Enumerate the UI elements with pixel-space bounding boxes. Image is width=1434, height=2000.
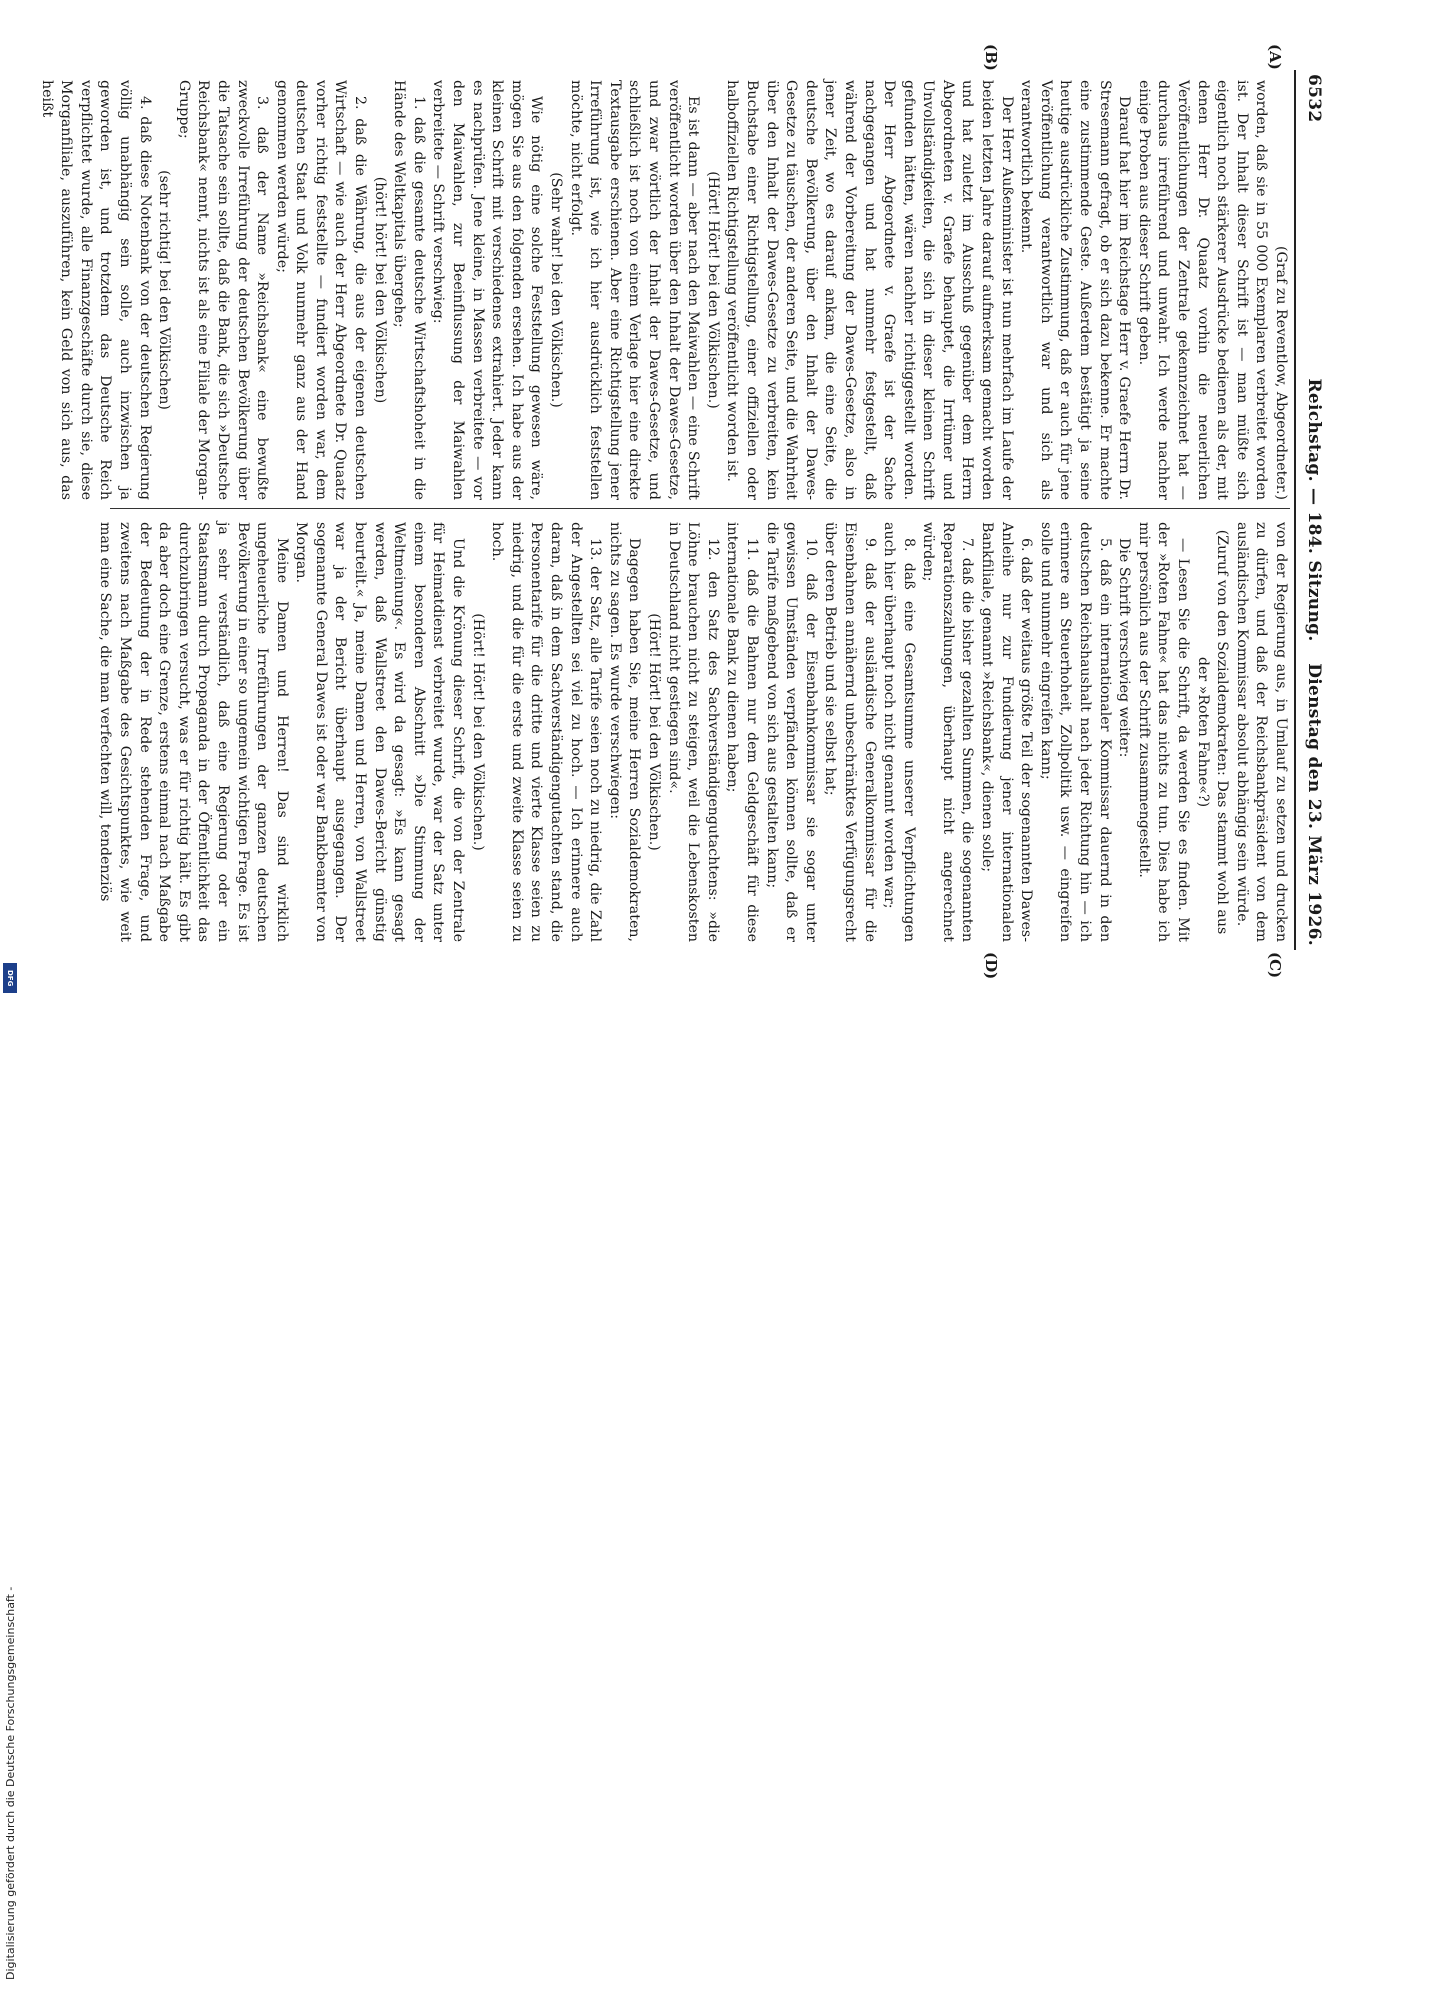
- paragraph: Darauf hat hier im Reichstage Herr v. Graefe Herrn Dr. Stresemann gefragt, ob er sich dazu bekenne. Er machte eine zustimmende Geste. Außerdem bestätigt ja seine heutige ausdrückliche Zustimmung, daß er auch für jene Veröffentlichung verantwortlich war und sich als verantwortlich bekennt.: [1018, 80, 1133, 500]
- paragraph: 12. den Satz des Sachverständigengutachtens: »die Löhne brauchen nicht zu steigen, weil die Lebenskosten in Deutschland nicht gestiegen sind«.: [665, 522, 721, 942]
- paragraph: Wie nötig eine solche Feststellung gewesen wäre, mögen Sie aus den folgenden ersehen. Ich habe aus der kleinen Schrift mit verschiedenes extrahiert. Jeder kann es nachprüfen. Jene kleine, in Massen verbreitete — vor den Maiwahlen, zur Beeinflussung der Maiwahlen verbreitete — Schrift verschwieg:: [430, 80, 545, 500]
- paragraph: (sehr richtig! bei den Völkischen): [156, 170, 173, 410]
- paragraph: 11. daß die Bahnen nur dem Geldgeschäft für diese internationale Bank zu dienen haben;: [724, 522, 760, 942]
- paragraph: (hört! hört! bei den Völkischen): [371, 176, 388, 404]
- document-page: [38, 44, 1330, 980]
- paragraph: 8. daß eine Gesamtsumme unserer Verpflichtungen auch hier überhaupt noch nicht genannt worden war;: [881, 522, 917, 942]
- page-header: [1296, 70, 1330, 950]
- paragraph: 1. daß die gesamte deutsche Wirtschaftshoheit in die Hände des Weltkapitals übergehe;: [391, 80, 427, 500]
- column-divider: [110, 508, 1290, 509]
- page-number: 6532: [1304, 74, 1324, 123]
- paragraph: Der Herr Außenminister ist nun mehrfach im Laufe der beiden letzten Jahre darauf aufmerksam gemacht worden und hat zuletzt im Ausschuß gegenüber dem Herrn Abgeordneten v. Graefe behauptet, die Irrtümer und Unvollständigkeiten, die sich in dieser kleinen Schrift gefunden hätten, wären nachher richtiggestellt worden. Der Herr Abgeordnete v. Graefe ist der Sache nachgegangen und hat nunmehr festgestellt, daß während der Vorbereitung der Dawes-Gesetze, also in jener Zeit, wo es darauf ankam, die eine Seite, die deutsche Bevölkerung, über den Inhalt der Dawes-Gesetze zu täuschen, der anderen Seite, und die Wahrheit über den Inhalt der Dawes-Gesetze zu verbreiten, kein Buchstabe einer Richtigstellung, einer offiziellen oder halboffiziellen Richtigstellung veröffentlicht worden ist.: [724, 80, 1015, 500]
- digitization-footer: [4, 1000, 24, 2000]
- paragraph: Die Schrift verschwieg weiter:: [1116, 538, 1133, 758]
- left-column: [38, 80, 1290, 500]
- paragraph: (Hört! Hört! bei den Völkischen.): [704, 171, 721, 409]
- margin-marker-d: (D): [982, 952, 1000, 980]
- session-date: Dienstag den 23. März 1926.: [1304, 663, 1324, 946]
- paragraph: (Graf zu Reventlow, Abgeordneter.): [1273, 246, 1289, 500]
- paragraph: Dagegen haben Sie, meine Herren Sozialdemokraten, nichts zu sagen. Es wurde verschwiegen:: [606, 522, 643, 942]
- paragraph: 5. daß ein internationaler Kommissar dauernd in den deutschen Reichshaushalt nach jeder Richtung hin — ich erinnere an Steuerhoheit, Zollpolitik usw. — eingreifen solle und nunmehr eingreifen kann;: [1037, 522, 1113, 942]
- header-rule: [1294, 70, 1296, 950]
- paragraph: Es ist dann — aber nach den Maiwahlen — eine Schrift veröffentlicht worden über den Inhalt der Dawes-Gesetze, und zwar wörtlich der Inhalt der Dawes-Gesetze, und schließlich ist noch von einem Verlage hier eine direkte Textausgabe erschienen. Aber eine Richtigstellung jener Irreführung ist, wie ich hier ausdrücklich feststellen möchte, nicht erfolgt.: [567, 80, 702, 500]
- paragraph: 10. daß der Eisenbahnkommissar sie sogar unter gewissen Umständen verpfänden können sollte, daß er die Tarife maßgebend von sich aus gestalten kann;: [763, 522, 819, 942]
- paragraph: (Sehr wahr! bei den Völkischen.): [548, 172, 565, 408]
- paragraph: 2. daß die Währung, die aus der eigenen deutschen Wirtschaft — wie auch der Herr Abgeordnete Dr. Quaatz vorher richtig feststellte — fundiert worden war, dem deutschen Staat und Volk nunmehr ganz aus der Hand genommen werden würde;: [273, 80, 369, 500]
- paragraph: 6. daß der weitaus größte Teil der sogenannten Dawes-Anleihe nur zur Fundierung jener internationalen Bankfiliale, genannt »Reichsbank«, dienen solle;: [979, 522, 1035, 942]
- paragraph: (Zuruf von den Sozialdemokraten: Das stammt wohl aus der »Roten Fahne«?): [1194, 529, 1231, 935]
- margin-marker-b: (B): [982, 44, 1000, 71]
- margin-marker-a: (A): [1266, 44, 1284, 70]
- paragraph: 9. daß der ausländische Generalkommissar für die Eisenbahnen annähernd unbeschränktes Verfügungsrecht über deren Betrieb und sie selbst hat;: [822, 522, 878, 942]
- paragraph: (Hört! Hört! bei den Völkischen.): [646, 613, 662, 851]
- footer-text: Digitalisierung gefördert durch die Deutsche Forschungsgemeinschaft -: [4, 1586, 17, 1980]
- paragraph: 4. daß diese Notenbank von der deutschen Regierung völlig unabhängig sein solle, auch inzwischen ja geworden ist, und trotzdem das Deutsche Reich verpflichtet wurde, alle Finanzgeschäfte durch sie, diese Morganfiliale, auszuführen, kein Geld von sich aus, das heißt: [38, 80, 153, 500]
- paragraph: 13. der Satz, alle Tarife seien noch zu niedrig, die Zahl der Angestellten sei viel zu hoch. — Ich erinnere auch daran, daß in dem Sachverständigengutachten stand, die Personentarife für die dritte und vierte Klasse seien zu niedrig, und die für die erste und zweite Klasse seien zu hoch.: [489, 522, 604, 942]
- paragraph: (Hört! Hört! bei den Völkischen.): [469, 613, 486, 851]
- page-title: Reichstag. — 184. Sitzung.: [1304, 378, 1324, 642]
- paragraph: worden, daß sie in 55 000 Exemplaren verbreitet worden ist. Der Inhalt dieser Schrift ist — man müßte sich eigentlich noch stärkerer Ausdrücke bedienen als der, mit denen Herr Dr. Quaatz vorhin die neuerlichen Veröffentlichungen der Zentrale gekennzeichnet hat — durchaus irreführend und unwahr. Ich werde nachher einige Proben aus dieser Schrift geben.: [1135, 80, 1270, 500]
- paragraph: Und die Krönung dieser Schrift, die von der Zentrale für Heimatdienst verbreitet wurde, war der Satz unter einem besonderen Abschnitt »Die Stimmung der Weltmeinung«. Es wird da gesagt: »Es kann gesagt werden, daß Wallstreet den Dawes-Bericht günstig beurteilt.« Ja, meine Damen und Herren, von Wallstreet war ja der Bericht überhaupt ausgegangen. Der sogenannte General Dawes ist oder war Bankbeamter von Morgan.: [293, 522, 467, 942]
- paragraph: 3. daß der Name »Reichsbank« eine bewußte zweckvolle Irreführung der deutschen Bevölkerung über die Tatsache sein sollte, daß die Bank, die sich »Deutsche Reichsbank« nennt, nichts ist als eine Filiale der Morgan-Gruppe;: [175, 80, 271, 500]
- margin-marker-c: (C): [1266, 952, 1284, 979]
- paragraph: von der Regierung aus, in Umlauf zu setzen und drucken zu dürfen, und daß der Reichsbankpräsident von dem ausländischen Kommissar absolut abhängig sein würde.: [1233, 522, 1289, 942]
- right-column: [97, 522, 1290, 942]
- paragraph: Meine Damen und Herren! Das sind wirklich ungeheuerliche Irreführungen der ganzen deutschen Bevölkerung in einer so ungemein wichtigen Frage. Es ist ja sehr verständlich, daß eine Regierung oder ein Staatsmann durch Propaganda in der Öffentlichkeit das durchzubringen versucht, was er für richtig hält. Es gibt da aber doch eine Grenze, erstens einmal nach Maßgabe der Bedeutung der in Rede stehenden Frage, und zweitens nach Maßgabe des Gesichtspunktes, wie weit man eine Sache, die man verfechten will, tendenziös: [97, 522, 290, 942]
- dfg-logo: DFG: [3, 963, 17, 993]
- paragraph: 7. daß die bisher gezahlten Summen, die sogenannten Reparationszahlungen, überhaupt nicht angerechnet würden;: [920, 522, 976, 942]
- paragraph: — Lesen Sie die Schrift, da werden Sie es finden. Mit der »Roten Fahne« hat das nichts zu tun. Dies habe ich mir persönlich aus der Schrift zusammengestellt.: [1135, 522, 1192, 942]
